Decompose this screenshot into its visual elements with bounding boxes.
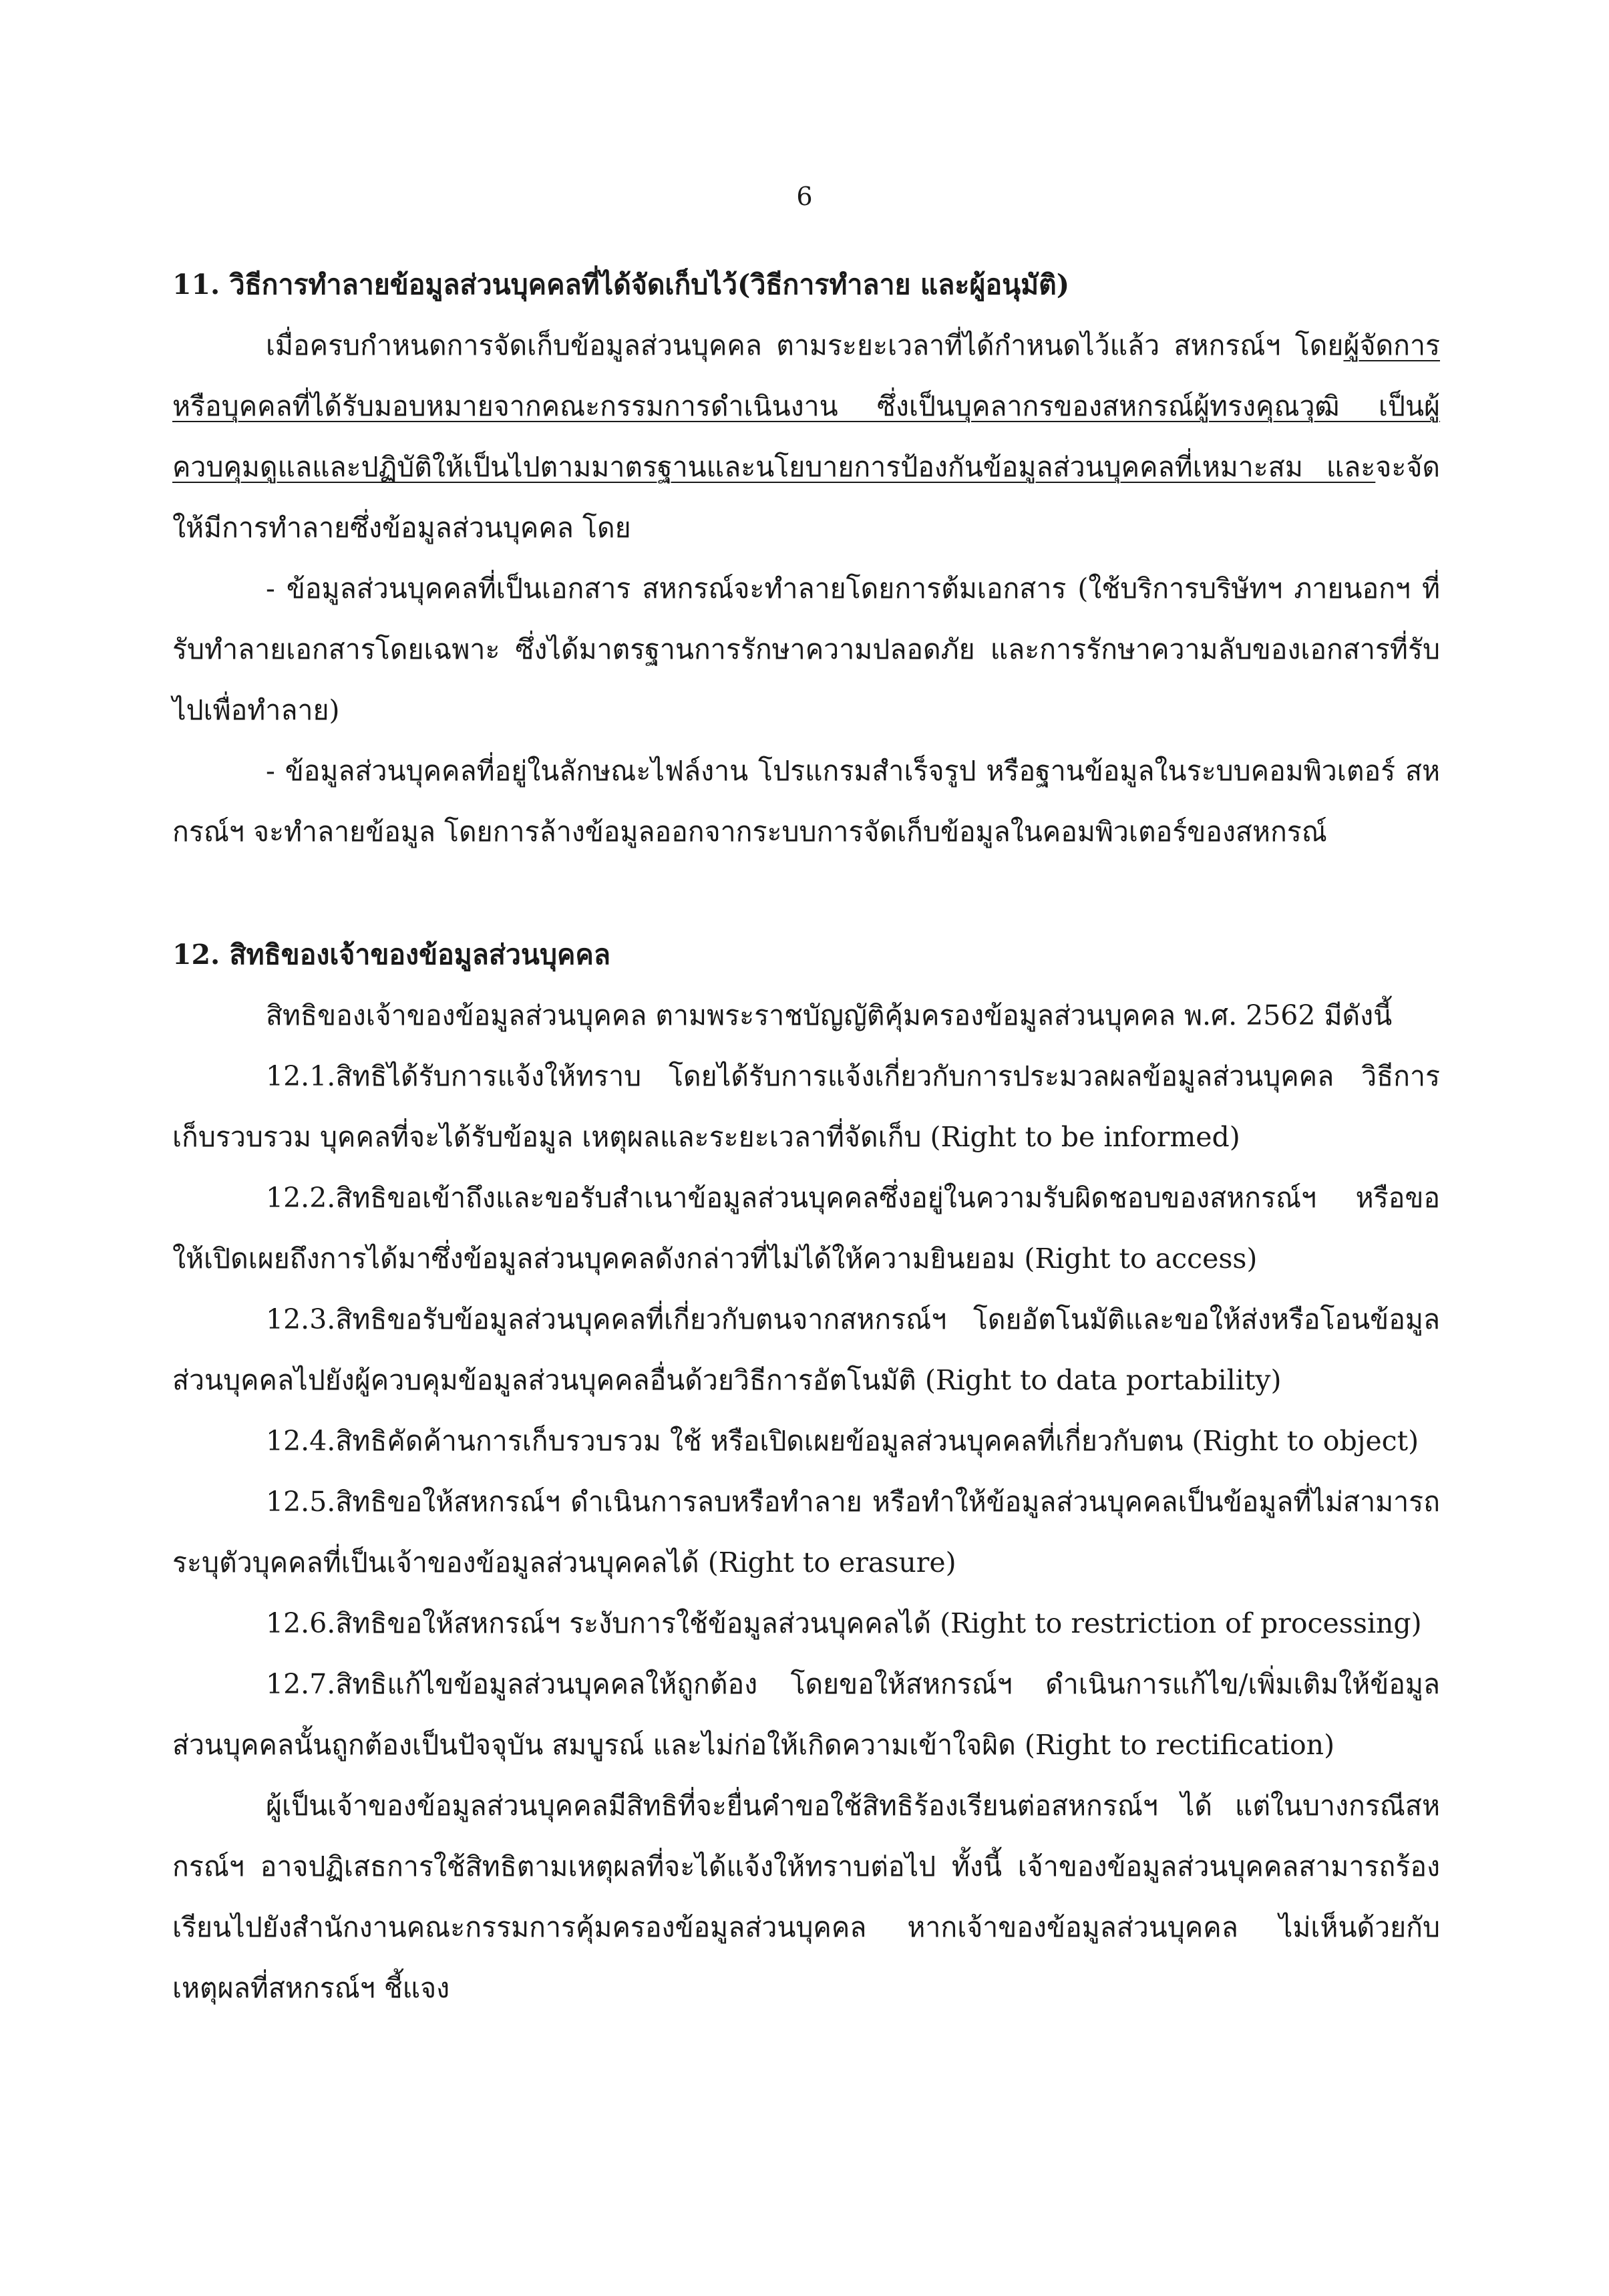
right-item-12-3: 12.3.สิทธิขอรับข้อมูลส่วนบุคคลที่เกี่ยวกับตนจากสหกรณ์ฯ โดยอัตโนมัติและขอให้ส่งหรือโอนข้อมูลส่วนบุคคลไปยังผู้ควบคุมข้อมูลส่วนบุคคลอื่นด้วยวิธีการอัตโนมัติ (Right to data portability) <box>172 1303 1440 1396</box>
right-item-12-6: 12.6.สิทธิขอให้สหกรณ์ฯ ระงับการใช้ข้อมูลส่วนบุคคลได้ (Right to restriction of processing) <box>266 1607 1422 1639</box>
page-number: 6 <box>796 182 813 211</box>
right-item-12-1: 12.1.สิทธิได้รับการแจ้งให้ทราบ โดยได้รับการแจ้งเกี่ยวกับการประมวลผลข้อมูลส่วนบุคคล วิธีการเก็บรวบรวม บุคคลที่จะได้รับข้อมูล เหตุผลและระยะเวลาที่จัดเก็บ (Right to be informed) <box>172 1060 1440 1153</box>
section-11-bullet-documents: - ข้อมูลส่วนบุคคลที่เป็นเอกสาร สหกรณ์จะทำลายโดยการต้มเอกสาร (ใช้บริการบริษัทฯ ภายนอกฯ ที่รับทำลายเอกสารโดยเฉพาะ ซึ่งได้มาตรฐานการรักษาความปลอดภัย และการรักษาความลับของเอกสารที่รับไปเพื่อทำลาย) <box>172 572 1440 726</box>
section-12-intro: สิทธิของเจ้าของข้อมูลส่วนบุคคล ตามพระราชบัญญัติคุ้มครองข้อมูลส่วนบุคคล พ.ศ. 2562 มีดังนี้ <box>266 999 1393 1031</box>
section-12-heading: 12. สิทธิของเจ้าของข้อมูลส่วนบุคคล <box>172 939 610 971</box>
right-item-12-4: 12.4.สิทธิคัดค้านการเก็บรวบรวม ใช้ หรือเปิดเผยข้อมูลส่วนบุคคลที่เกี่ยวกับตน (Right to object) <box>266 1425 1419 1457</box>
section-11-bullet-digital: - ข้อมูลส่วนบุคคลที่อยู่ในลักษณะไฟล์งาน โปรแกรมสำเร็จรูป หรือฐานข้อมูลในระบบคอมพิวเตอร์ สหกรณ์ฯ จะทำลายข้อมูล โดยการล้างข้อมูลออกจากระบบการจัดเก็บข้อมูลในคอมพิวเตอร์ของสหกรณ์ <box>172 755 1440 848</box>
section-11-paragraph <box>172 315 1440 558</box>
section-11-paragraph-start: เมื่อครบกำหนดการจัดเก็บข้อมูลส่วนบุคคล ตามระยะเวลาที่ได้กำหนดไว้แล้ว สหกรณ์ฯ โดย <box>266 329 1344 361</box>
section-spacer <box>172 862 1440 924</box>
right-item-12-7: 12.7.สิทธิแก้ไขข้อมูลส่วนบุคคลให้ถูกต้อง โดยขอให้สหกรณ์ฯ ดำเนินการแก้ไข/เพิ่มเติมให้ข้อมูลส่วนบุคคลนั้นถูกต้องเป็นปัจจุบัน สมบูรณ์ และไม่ก่อให้เกิดความเข้าใจผิด (Right to rectification) <box>172 1668 1440 1761</box>
right-item-12-2: 12.2.สิทธิขอเข้าถึงและขอรับสำเนาข้อมูลส่วนบุคคลซึ่งอยู่ในความรับผิดชอบของสหกรณ์ฯ หรือขอให้เปิดเผยถึงการได้มาซึ่งข้อมูลส่วนบุคคลดังกล่าวที่ไม่ได้ให้ความยินยอม (Right to access) <box>172 1182 1440 1275</box>
section-12-closing: ผู้เป็นเจ้าของข้อมูลส่วนบุคคลมีสิทธิที่จะยื่นคำขอใช้สิทธิร้องเรียนต่อสหกรณ์ฯ ได้ แต่ในบางกรณีสหกรณ์ฯ อาจปฏิเสธการใช้สิทธิตามเหตุผลที่จะได้แจ้งให้ทราบต่อไป ทั้งนี้ เจ้าของข้อมูลส่วนบุคคลสามารถร้องเรียนไปยังสำนักงานคณะกรรมการคุ้มครองข้อมูลส่วนบุคคล หากเจ้าของข้อมูลส่วนบุคคล ไม่เห็นด้วยกับเหตุผลที่สหกรณ์ฯ ชี้แจง <box>172 1790 1440 2004</box>
document-body <box>172 254 1440 2019</box>
section-11-paragraph-end: จะจัดให้มีการทำลายซึ่งข้อมูลส่วนบุคคล โดย <box>172 451 1440 544</box>
right-item-12-5: 12.5.สิทธิขอให้สหกรณ์ฯ ดำเนินการลบหรือทำลาย หรือทำให้ข้อมูลส่วนบุคคลเป็นข้อมูลที่ไม่สามารถระบุตัวบุคคลที่เป็นเจ้าของข้อมูลส่วนบุคคลได้ (Right to erasure) <box>172 1486 1440 1579</box>
section-11-underlined-text: ผู้จัดการหรือบุคคลที่ได้รับมอบหมายจากคณะกรรมการดำเนินงาน ซึ่งเป็นบุคลากรของสหกรณ์ผู้ทรงคุณวุฒิ เป็นผู้ควบคุมดูแลและปฏิบัติให้เป็นไปตามมาตรฐานและนโยบายการป้องกันข้อมูลส่วนบุคคลที่เหมาะสม และ <box>172 329 1440 483</box>
section-11-heading: 11. วิธีการทำลายข้อมูลส่วนบุคคลที่ได้จัดเก็บไว้(วิธีการทำลาย และผู้อนุมัติ) <box>172 269 1070 301</box>
